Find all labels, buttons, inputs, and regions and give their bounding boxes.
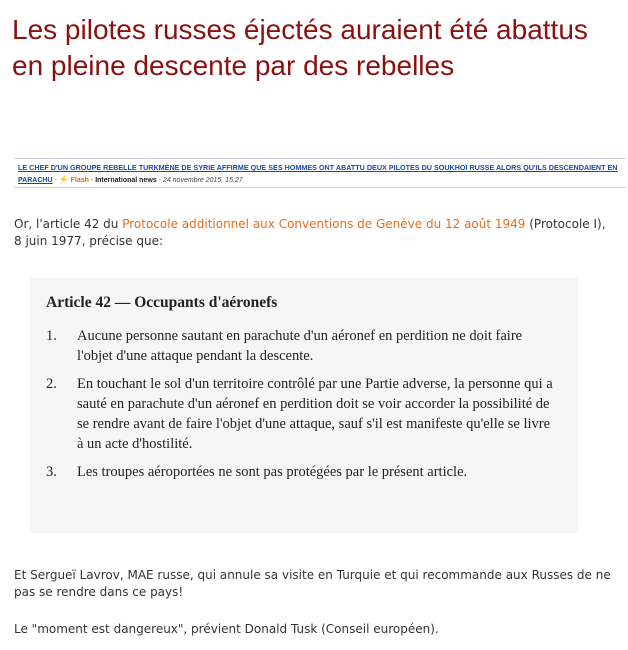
lightning-icon: ⚡ (58, 175, 69, 184)
headline-top-rule (14, 158, 626, 159)
news-headline-image (14, 158, 626, 188)
article-item (46, 462, 560, 482)
lavrov-paragraph: Et Sergueï Lavrov, MAE russe, qui annule sa visite en Turquie et qui recommande aux Russes de ne pas se rendre dans ce pays! (14, 568, 611, 599)
article-item-text: Aucune personne sautant en parachute d'un aéronef en perdition ne doit faire l'objet d'une attaque pendant la descente. (77, 328, 523, 364)
article-item-text: Les troupes aéroportées ne sont pas protégées par le présent article. (77, 464, 468, 480)
article-item-number: 2. (46, 376, 57, 392)
news-date: 24 novembre 2015, 15:27 (162, 177, 243, 184)
news-meta-line (18, 175, 243, 184)
page-title: Les pilotes russes éjectés auraient été abattus en pleine descente par des rebelles (12, 14, 588, 81)
article-item-text: En touchant le sol d'un territoire contrôlé par une Partie adverse, la personne qui a sauté en parachute d'un aéronef en perdition doit se voir accorder la possibilité de se rendre avant de faire l'objet d'une attaque, sauf s'il est manifeste qu'elle se livre à un acte d'hostilité. (77, 376, 553, 452)
article-heading: Article 42 — Occupants d'aéronefs (46, 294, 278, 311)
article-item-number: 1. (46, 328, 57, 344)
meta-separator: - (90, 177, 94, 184)
news-source: International news (95, 177, 157, 184)
meta-separator: - (158, 177, 161, 184)
article-list (46, 326, 560, 482)
headline-bottom-rule (14, 187, 626, 188)
tusk-paragraph: Le "moment est dangereux", prévient Donald Tusk (Conseil européen). (14, 622, 439, 636)
flash-label: Flash (70, 177, 89, 184)
intro-prefix: Or, l'article 42 du (14, 217, 123, 231)
intro-paragraph (14, 216, 614, 250)
news-headline[interactable]: LE CHEF D'UN GROUPE REBELLE TURKMÈNE DE SYRIE AFFIRME QUE SES HOMMES ONT ABATTU DEUX PILOTES DU SOUKHOÏ RUSSE ALORS QU'ILS DESCENDAIENT EN (18, 163, 618, 172)
news-category-link[interactable]: PARACHU (18, 177, 53, 184)
article-item (46, 374, 560, 454)
intro-suffix: (Protocole I), 8 juin 1977, précise que: (14, 217, 606, 248)
article-item-number: 3. (46, 464, 57, 480)
article-item (46, 326, 560, 366)
protocol-link[interactable]: Protocole additionnel aux Conventions de Genève du 12 août 1949 (122, 217, 526, 231)
article-42-excerpt (30, 278, 578, 533)
meta-separator: - (54, 177, 57, 184)
